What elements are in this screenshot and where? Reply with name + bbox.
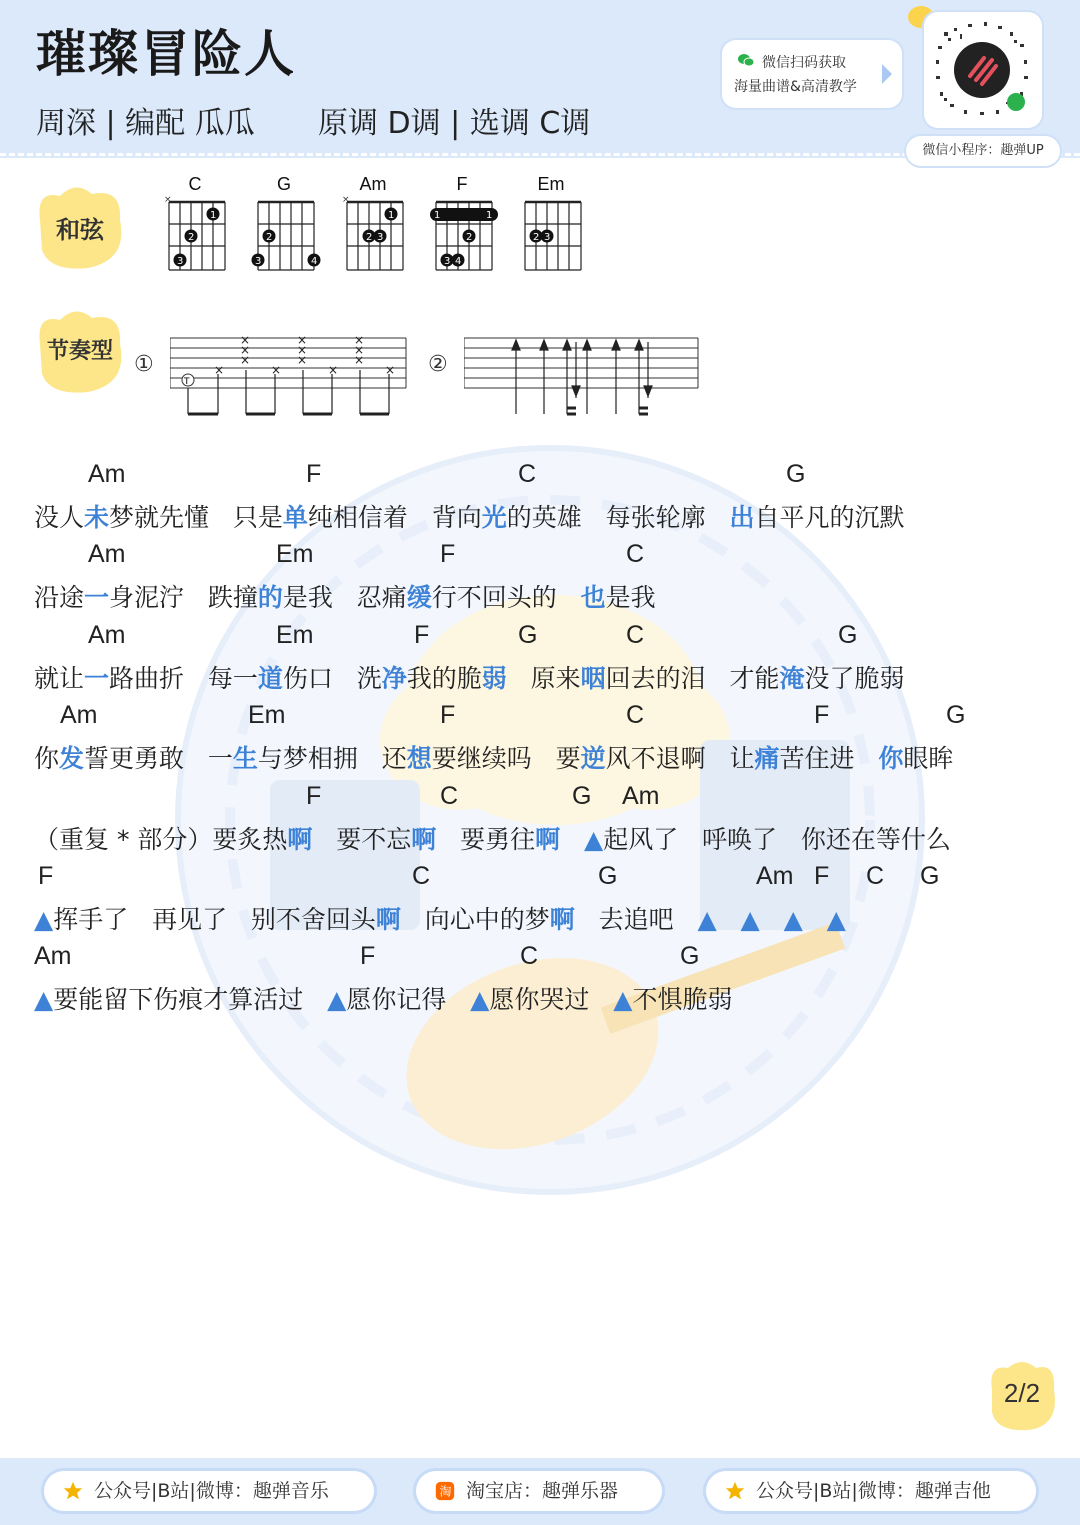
strum-triangle: ▲ — [34, 985, 54, 1014]
svg-text:1: 1 — [434, 210, 441, 221]
lyric-segment: 要能留下伤痕才算活过 — [53, 985, 328, 1014]
lyric-segment: 梦就先懂 只是 — [109, 503, 283, 532]
artist-arranger: 周深 | 编配 瓜瓜 — [36, 106, 255, 141]
chord-label: Am — [622, 782, 660, 810]
lyric-line-7 — [34, 980, 732, 1016]
lyric-segment: 与梦相拥 还 — [257, 744, 407, 773]
star-icon — [724, 1480, 746, 1502]
svg-text:2: 2 — [466, 232, 473, 243]
chord-name: G — [276, 174, 291, 194]
lyric-highlight: 淹 — [779, 664, 805, 693]
lyric-segment: 是我 — [605, 583, 656, 612]
lyric-segment: 没人 — [34, 503, 85, 532]
lyric-highlight: 啊 — [549, 905, 575, 934]
promo-card[interactable] — [722, 40, 902, 108]
chord-label: F — [306, 460, 322, 488]
chord-diagram-em — [511, 174, 591, 274]
lyric-segment: 伤口 洗 — [282, 664, 382, 693]
chords-badge-label: 和弦 — [56, 216, 104, 244]
strum-triangle: ▲ — [613, 985, 633, 1014]
svg-text:3: 3 — [444, 256, 451, 267]
star-icon — [62, 1480, 84, 1502]
chord-line-6 — [0, 862, 1080, 892]
chord-label: C — [626, 621, 645, 649]
chord-diagram-c — [155, 174, 235, 274]
chord-label: Am — [60, 701, 98, 729]
chord-label: G — [572, 782, 592, 810]
lyric-segment: 的英雄 每张轮廓 — [506, 503, 730, 532]
chord-label: C — [626, 701, 645, 729]
svg-text:3: 3 — [544, 232, 551, 243]
lyric-line-1 — [34, 498, 904, 534]
svg-text:×: × — [240, 333, 251, 347]
strum-triangle: ▲ ▲ ▲ ▲ — [697, 905, 846, 934]
svg-text:×: × — [164, 195, 172, 205]
key-info: 原调 D调 | 选调 C调 — [318, 106, 591, 141]
svg-text:×: × — [297, 353, 308, 367]
strum-triangle: ▲ — [34, 905, 54, 934]
lyric-line-4 — [34, 739, 953, 775]
chord-label: G — [946, 701, 966, 729]
chord-line-3 — [0, 621, 1080, 651]
strum-triangle: ▲ — [470, 985, 490, 1014]
chord-label: C — [626, 540, 645, 568]
page-number: 2/2 — [1003, 1378, 1041, 1408]
chevron-right-icon — [880, 62, 894, 86]
lyric-highlight: 你 — [878, 744, 904, 773]
lyric-highlight: 啊 — [535, 825, 561, 854]
lyric-segment: 挥手了 再见了 别不舍回头 — [53, 905, 376, 934]
chord-label: C — [518, 460, 537, 488]
chord-label: F — [814, 701, 830, 729]
chords-badge — [30, 180, 130, 274]
lyric-segment: （重复 * 部分）要炙热 — [34, 825, 288, 854]
footer-link-taobao[interactable] — [416, 1471, 662, 1511]
chord-label: Am — [88, 460, 126, 488]
lyric-highlight: 净 — [381, 664, 407, 693]
svg-text:2: 2 — [366, 232, 373, 243]
chord-label: Am — [88, 621, 126, 649]
rhythm-badge-label: 节奏型 — [46, 339, 113, 364]
chord-label: F — [440, 701, 456, 729]
lyric-segment: 苦住进 — [779, 744, 879, 773]
lyric-segment: 自平凡的沉默 — [754, 503, 905, 532]
rhythm-badge — [30, 304, 130, 398]
chord-label: Am — [34, 942, 72, 970]
svg-text:T: T — [184, 377, 190, 387]
lyric-segment: 要继续吗 要 — [431, 744, 581, 773]
taobao-icon — [434, 1480, 456, 1502]
svg-text:3: 3 — [377, 232, 384, 243]
footer-link-label: 公众号|B站|微博：趣弹音乐 — [94, 1480, 329, 1502]
promo-line-2: 海量曲谱&高清教学 — [734, 79, 857, 95]
lyric-segment: 是我 忍痛 — [282, 583, 407, 612]
chord-diagram-am — [333, 174, 413, 274]
lyric-line-5 — [34, 820, 951, 856]
lyric-highlight: 咽 — [580, 664, 606, 693]
chord-line-1 — [0, 460, 1080, 490]
rhythm-pattern-2 — [464, 330, 704, 420]
footer-link-label: 淘宝店：趣弹乐器 — [466, 1480, 619, 1502]
chord-label: C — [520, 942, 539, 970]
lyric-segment: 你 — [34, 744, 60, 773]
svg-text:×: × — [271, 363, 282, 377]
qr-code-image — [924, 12, 1042, 128]
chord-label: G — [920, 862, 940, 890]
chord-name: C — [188, 174, 202, 194]
svg-text:淘: 淘 — [439, 1484, 452, 1499]
chord-label: Em — [276, 540, 314, 568]
lyric-segment: 愿你哭过 — [489, 985, 614, 1014]
svg-text:×: × — [328, 363, 339, 377]
strum-triangle: ▲ — [327, 985, 347, 1014]
chord-line-2 — [0, 540, 1080, 570]
chord-label: G — [838, 621, 858, 649]
lyric-segment: 我的脆 — [406, 664, 482, 693]
lyric-highlight: 痛 — [754, 744, 780, 773]
svg-text:1: 1 — [486, 210, 493, 221]
lyric-highlight: 也 — [580, 583, 606, 612]
song-title: 璀璨冒险人 — [36, 25, 296, 83]
lyric-highlight: 一 — [84, 664, 110, 693]
lyric-segment: 沿途 — [34, 583, 85, 612]
chord-label: G — [518, 621, 538, 649]
chord-label: Em — [248, 701, 286, 729]
footer-link-label: 公众号|B站|微博：趣弹吉他 — [756, 1480, 991, 1502]
lyric-highlight: 缓 — [406, 583, 432, 612]
lyric-segment: 愿你记得 — [346, 985, 471, 1014]
lyric-segment: 没了脆弱 — [804, 664, 905, 693]
svg-text:3: 3 — [255, 256, 262, 267]
lyric-segment: 原来 — [506, 664, 581, 693]
lyric-segment — [560, 825, 584, 854]
chord-diagram-g — [244, 174, 324, 274]
lyric-highlight: 发 — [59, 744, 85, 773]
lyric-segment: 就让 — [34, 664, 85, 693]
chord-line-5 — [0, 782, 1080, 812]
chord-line-4 — [0, 701, 1080, 731]
lyric-segment: 风不退啊 让 — [605, 744, 755, 773]
chord-name: Em — [537, 174, 565, 194]
lyric-segment: 纯相信着 背向 — [307, 503, 482, 532]
svg-text:4: 4 — [311, 256, 318, 267]
footer-link-guitar[interactable] — [706, 1471, 1036, 1511]
lyric-highlight: 单 — [282, 503, 308, 532]
chord-label: Am — [756, 862, 794, 890]
lyric-segment: 眼眸 — [903, 744, 954, 773]
chord-label: Em — [276, 621, 314, 649]
wechat-icon — [738, 53, 754, 67]
rhythm-label-1: ① — [134, 352, 154, 377]
lyric-highlight: 生 — [232, 744, 258, 773]
lyric-line-6 — [34, 900, 846, 936]
lyric-segment: 身泥泞 跌撞 — [109, 583, 258, 612]
chord-name: F — [456, 174, 468, 194]
lyric-highlight: 光 — [481, 503, 507, 532]
lyric-highlight: 弱 — [481, 664, 507, 693]
promo-line-1: 微信扫码获取 — [762, 55, 846, 71]
rhythm-label-2: ② — [428, 352, 448, 377]
svg-text:×: × — [385, 363, 396, 377]
svg-text:×: × — [214, 363, 225, 377]
svg-text:4: 4 — [455, 256, 462, 267]
svg-text:×: × — [297, 343, 308, 357]
svg-text:3: 3 — [177, 256, 184, 267]
chord-label: F — [414, 621, 430, 649]
svg-text:1: 1 — [210, 210, 217, 221]
chord-label: F — [440, 540, 456, 568]
chord-label: G — [680, 942, 700, 970]
lyric-highlight: 的 — [257, 583, 283, 612]
chord-label: F — [38, 862, 54, 890]
svg-text:2: 2 — [533, 232, 540, 243]
svg-text:×: × — [354, 333, 365, 347]
lyric-segment: 行不回头的 — [431, 583, 581, 612]
lyric-line-2 — [34, 578, 656, 614]
lyric-highlight: 道 — [257, 664, 283, 693]
chord-diagram-f — [422, 174, 502, 274]
lyric-segment: 去追吧 — [574, 905, 698, 934]
chord-label: F — [306, 782, 322, 810]
svg-text:1: 1 — [388, 210, 395, 221]
chord-line-7 — [0, 942, 1080, 972]
svg-text:×: × — [342, 195, 350, 205]
chord-label: Am — [88, 540, 126, 568]
chord-label: G — [598, 862, 618, 890]
chord-label: G — [786, 460, 806, 488]
mini-program-label: 微信小程序：趣弹UP — [906, 136, 1060, 166]
svg-text:×: × — [297, 333, 308, 347]
rhythm-pattern-1 — [170, 330, 410, 420]
strum-triangle: ▲ — [583, 825, 604, 854]
lyric-segment: 向心中的梦 — [400, 905, 550, 934]
chord-label: F — [814, 862, 830, 890]
chord-label: C — [412, 862, 431, 890]
lyric-segment: 路曲折 每一 — [109, 664, 258, 693]
lyric-highlight: 啊 — [287, 825, 313, 854]
lyric-highlight: 啊 — [411, 825, 437, 854]
chord-label: C — [866, 862, 885, 890]
lyric-highlight: 未 — [84, 503, 110, 532]
lyric-segment: 回去的泪 才能 — [605, 664, 780, 693]
chord-label: F — [360, 942, 376, 970]
svg-text:×: × — [240, 353, 251, 367]
svg-text:×: × — [240, 343, 251, 357]
svg-text:×: × — [354, 353, 365, 367]
svg-text:×: × — [354, 343, 365, 357]
lyric-highlight: 逆 — [580, 744, 606, 773]
chord-name: Am — [359, 174, 387, 194]
lyric-segment: 起风了 呼唤了 你还在等什么 — [603, 825, 951, 854]
lyric-segment: 不惧脆弱 — [632, 985, 733, 1014]
svg-text:2: 2 — [266, 232, 273, 243]
lyric-highlight: 出 — [729, 503, 755, 532]
lyric-highlight: 啊 — [375, 905, 401, 934]
chord-label: C — [440, 782, 459, 810]
lyric-segment: 誓更勇敢 一 — [84, 744, 233, 773]
lyric-segment: 要不忘 — [312, 825, 412, 854]
lyric-highlight: 想 — [406, 744, 432, 773]
qr-code[interactable] — [924, 12, 1042, 128]
lyric-segment: 要勇往 — [436, 825, 536, 854]
lyric-highlight: 一 — [84, 583, 110, 612]
footer-link-music[interactable] — [44, 1471, 374, 1511]
svg-text:2: 2 — [188, 232, 195, 243]
lyric-line-3 — [34, 659, 905, 695]
